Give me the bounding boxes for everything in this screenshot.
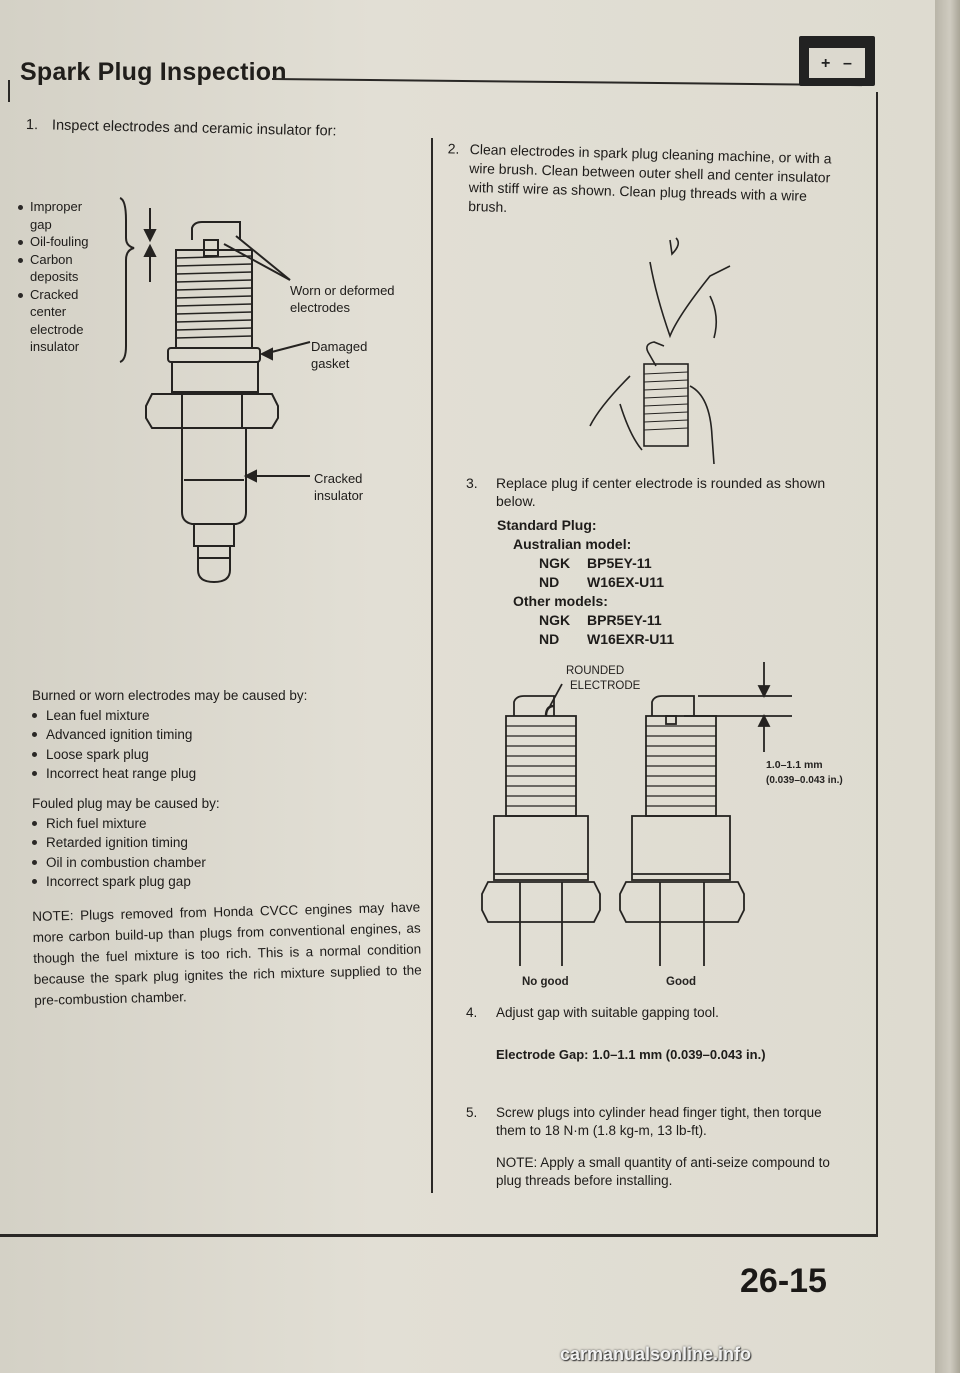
step5-text: Screw plugs into cylinder head finger tight, then torque them to 18 N·m (1.8 kg-m, 13 lb-ft). bbox=[496, 1105, 822, 1138]
cause-item: Retarded ignition timing bbox=[32, 833, 220, 853]
plug-part: W16EXR-U11 bbox=[587, 631, 675, 647]
cleaning-diagram bbox=[560, 236, 770, 476]
step2-number: 2. bbox=[447, 140, 460, 157]
spark-plug-diagram bbox=[112, 190, 312, 610]
section-title: Spark Plug Inspection bbox=[20, 58, 287, 86]
step5-number: 5. bbox=[466, 1105, 478, 1120]
callout-worn-electrodes bbox=[290, 282, 395, 316]
frame-bottom-border bbox=[0, 1234, 878, 1237]
defect-item: Oil-fouling bbox=[30, 234, 89, 249]
defect-item: Cracked bbox=[30, 286, 89, 304]
page-edge-strip bbox=[935, 0, 960, 1373]
callout-line: Worn or deformed bbox=[290, 283, 395, 298]
cause-item: Incorrect spark plug gap bbox=[32, 872, 220, 892]
other-models-label: Other models: bbox=[513, 593, 608, 609]
defect-list bbox=[30, 198, 89, 356]
battery-icon bbox=[797, 32, 877, 88]
no-good-label: No good bbox=[522, 976, 569, 988]
plug-row bbox=[497, 573, 674, 592]
plug-brand: ND bbox=[539, 631, 560, 647]
burned-heading: Burned or worn electrodes may be caused by: bbox=[32, 688, 308, 703]
defect-item-line: insulator bbox=[30, 339, 80, 354]
step5 bbox=[466, 1104, 846, 1190]
defect-item: Carbon bbox=[30, 251, 89, 269]
plug-row bbox=[497, 611, 674, 630]
step3-text: Replace plug if center electrode is rounded as shown below. bbox=[496, 475, 826, 509]
australian-label: Australian model: bbox=[513, 536, 632, 552]
callout-line: gasket bbox=[311, 356, 350, 371]
step2 bbox=[447, 140, 848, 226]
cause-item: Advanced ignition timing bbox=[32, 725, 307, 745]
plug-brand: NGK bbox=[539, 555, 571, 571]
page-number: 26-15 bbox=[740, 1262, 827, 1300]
frame-left-tick bbox=[8, 80, 10, 102]
electrode-gap-spec: Electrode Gap: 1.0–1.1 mm (0.039–0.043 in.) bbox=[496, 1047, 766, 1062]
step5-line bbox=[466, 1104, 846, 1140]
plug-part: BPR5EY-11 bbox=[587, 612, 662, 628]
step1-number: 1. bbox=[25, 117, 39, 134]
callout-damaged-gasket bbox=[311, 338, 367, 372]
callout-cracked-insulator bbox=[314, 470, 363, 504]
cause-item: Lean fuel mixture bbox=[32, 706, 307, 726]
plug-comparison-diagram bbox=[470, 660, 850, 990]
step1-text: Inspect electrodes and ceramic insulator for: bbox=[51, 117, 337, 140]
defect-item-line: center bbox=[30, 304, 67, 319]
defect-item-line: gap bbox=[30, 216, 52, 232]
step5-note: NOTE: Apply a small quantity of anti-seize compound to plug threads before installing. bbox=[496, 1155, 830, 1188]
defect-item-line: electrode bbox=[30, 321, 84, 337]
rounded-label-line2: ELECTRODE bbox=[570, 680, 641, 692]
callout-line: insulator bbox=[314, 488, 364, 503]
plug-part: W16EX-U11 bbox=[587, 574, 665, 590]
defect-item-line: deposits bbox=[30, 269, 79, 284]
plug-row bbox=[497, 630, 674, 649]
step4-number: 4. bbox=[466, 1005, 478, 1020]
gap-label-mm: 1.0–1.1 mm bbox=[766, 759, 823, 771]
watermark: carmanualsonline.info bbox=[560, 1344, 752, 1364]
plug-part: BP5EY-11 bbox=[587, 555, 652, 571]
good-label: Good bbox=[666, 976, 697, 988]
battery-minus: – bbox=[843, 55, 852, 72]
burned-causes bbox=[32, 686, 307, 784]
callout-line: Damaged bbox=[311, 339, 368, 354]
step2-text: Clean electrodes in spark plug cleaning machine, or with a wire brush. Clean between outer shell and center insulator with stiff wire as shown. Clean plug threads with a wire brush. bbox=[468, 140, 832, 215]
step3-number: 3. bbox=[466, 475, 478, 491]
step4-text: Adjust gap with suitable gapping tool. bbox=[496, 1005, 719, 1020]
fouled-causes bbox=[32, 794, 220, 892]
step4-line bbox=[466, 1004, 766, 1022]
fouled-heading: Fouled plug may be caused by: bbox=[32, 796, 220, 811]
cause-item: Incorrect heat range plug bbox=[32, 764, 307, 784]
standard-plug-spec bbox=[497, 516, 674, 649]
gap-label-in: (0.039–0.043 in.) bbox=[766, 775, 843, 786]
cause-item: Rich fuel mixture bbox=[32, 814, 220, 834]
note-cvcc: NOTE: Plugs removed from Honda CVCC engines may have more carbon build-up than plugs from conventional engines, as though the fuel mixture is too rich. This is a normal condition because the spark plug ignites the rich mixture supplied to the pre-combustion chamber. bbox=[32, 899, 422, 1008]
plug-brand: ND bbox=[539, 574, 560, 590]
plug-brand: NGK bbox=[539, 612, 571, 628]
rounded-label-line1: ROUNDED bbox=[566, 665, 625, 677]
callout-line: electrodes bbox=[290, 300, 350, 315]
battery-plus: + bbox=[821, 55, 831, 72]
step4 bbox=[466, 1004, 766, 1064]
standard-plug-label: Standard Plug: bbox=[497, 517, 597, 533]
cause-item: Loose spark plug bbox=[32, 745, 307, 765]
column-divider bbox=[431, 138, 433, 1193]
step3 bbox=[466, 474, 846, 510]
cause-item: Oil in combustion chamber bbox=[32, 853, 220, 873]
plug-row bbox=[497, 554, 674, 573]
frame-right-border bbox=[876, 92, 878, 1237]
defect-item: Improper bbox=[30, 198, 89, 216]
callout-line: Cracked bbox=[314, 471, 363, 486]
